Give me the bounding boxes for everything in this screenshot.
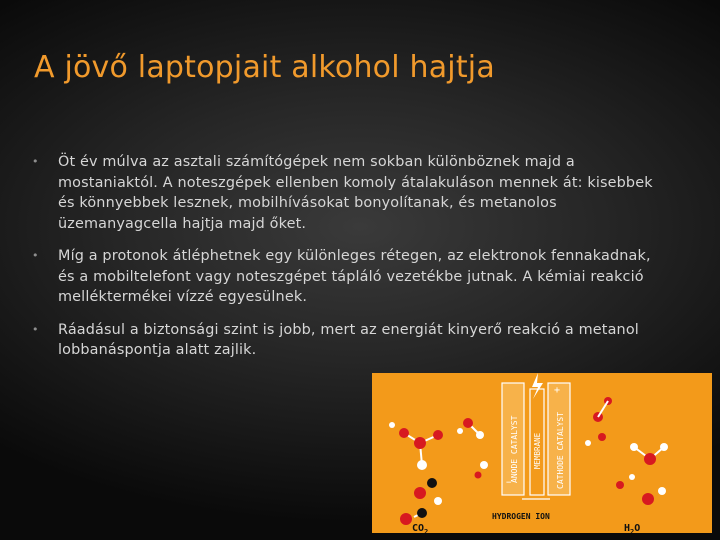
membrane-label: MEMBRANE [533, 432, 542, 469]
minus-sign: − [506, 478, 512, 488]
anode-label: ANODE CATALYST [510, 415, 519, 483]
fuel-cell-illustration [372, 373, 712, 533]
bullet-list [32, 152, 672, 373]
bullet-item-1 [32, 152, 672, 234]
bullet-marker: • [32, 155, 39, 168]
hydrogen-ion-label: HYDROGEN ION [492, 512, 550, 521]
water-molecule-left [457, 418, 488, 479]
bullet-text-3: Ráadásul a biztonsági szint is jobb, mert az energiát kinyerő reakció a metanol lobbanáspontja alatt zajlik. [58, 321, 639, 358]
bullet-item-2 [32, 246, 672, 308]
h2o-label: $H_2O$ [624, 523, 641, 533]
fuel-cell-diagram [372, 373, 712, 533]
slide-title: A jövő laptopjait alkohol hajtja [34, 50, 495, 85]
oxygen-molecule [585, 397, 612, 446]
methanol-molecule [389, 422, 443, 505]
co2-label: $CO_2$ [412, 523, 429, 533]
bullet-text-2: Míg a protonok átléphetnek egy különleges rétegen, az elektronok fennakadnak, és a mobiltelefont vagy noteszgépet tápláló vezetékbe jutnak. A kémiai reakció melléktermékei vízzé egyesülnek. [58, 248, 651, 305]
bullet-marker: • [32, 249, 39, 262]
bullet-marker: • [32, 322, 39, 336]
cathode-label: CATHODE CATALYST [556, 411, 565, 489]
bullet-text-1: Öt év múlva az asztali számítógépek nem sokban különböznek majd a mostaniaktól. A noteszgépek ellenben komoly átalakuláson mennek át: kisebbek és könnyebbek lesznek, mobilhívásokat bonyolítanak, és metanolos üzemanyagcella hajtja majd őket. [58, 154, 653, 232]
bullet-item-3 [32, 320, 672, 361]
plus-sign: + [554, 385, 561, 396]
water-molecule-right [616, 443, 668, 505]
